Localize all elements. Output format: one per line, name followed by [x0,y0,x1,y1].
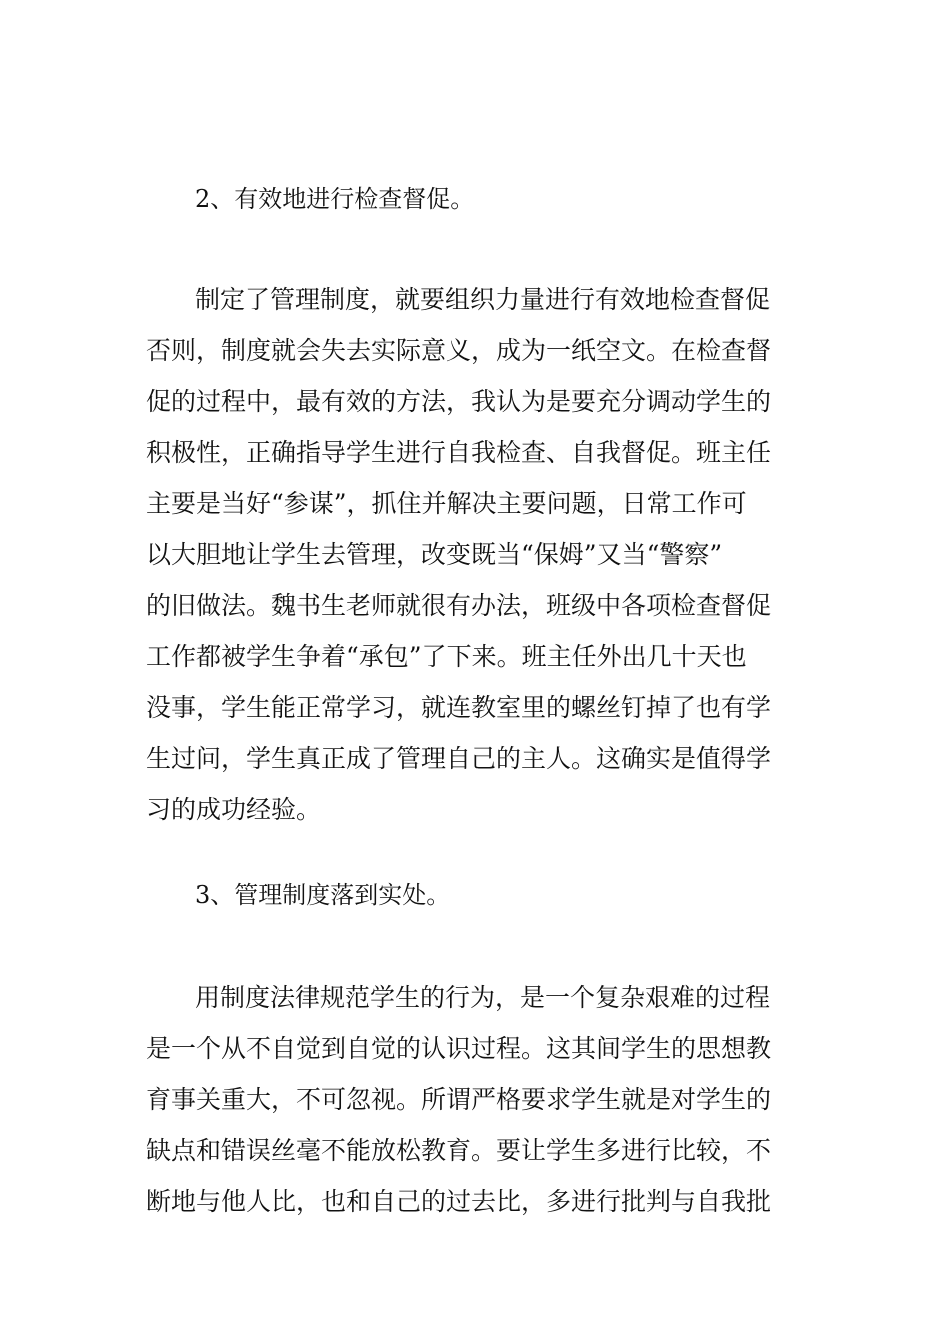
paragraph-line: 否则，制度就会失去实际意义，成为一纸空文。在检查督 [146,336,772,365]
paragraph-line: 制定了管理制度，就要组织力量进行有效地检查督促 [195,285,771,314]
section-heading-3: 3、管理制度落到实处。 [195,881,451,909]
section-paragraph-3 [146,972,811,1227]
paragraph-line: 以大胆地让学生去管理，改变既当“保姆”又当“警察” [146,540,723,569]
paragraph-line: 是一个从不自觉到自觉的认识过程。这其间学生的思想教 [146,1034,772,1063]
paragraph-line: 主要是当好“参谋”，抓住并解决主要问题，日常工作可 [146,489,747,518]
paragraph-line: 的旧做法。魏书生老师就很有办法，班级中各项检查督促 [146,591,772,620]
section-heading-2: 2、有效地进行检查督促。 [195,185,475,213]
paragraph-line: 促的过程中，最有效的方法，我认为是要充分调动学生的 [146,387,772,416]
paragraph-line: 没事，学生能正常学习，就连教室里的螺丝钉掉了也有学 [146,693,772,722]
paragraph-line: 积极性，正确指导学生进行自我检查、自我督促。班主任 [146,438,772,467]
paragraph-line: 断地与他人比，也和自己的过去比，多进行批判与自我批 [146,1187,772,1216]
paragraph-line: 用制度法律规范学生的行为，是一个复杂艰难的过程 [195,983,771,1012]
paragraph-line: 生过问，学生真正成了管理自己的主人。这确实是值得学 [146,744,772,773]
section-paragraph-2 [146,274,811,835]
paragraph-line: 育事关重大，不可忽视。所谓严格要求学生就是对学生的 [146,1085,772,1114]
paragraph-line: 缺点和错误丝毫不能放松教育。要让学生多进行比较，不 [146,1136,772,1165]
paragraph-line: 工作都被学生争着“承包”了下来。班主任外出几十天也 [146,642,747,671]
paragraph-line: 习的成功经验。 [146,795,322,824]
